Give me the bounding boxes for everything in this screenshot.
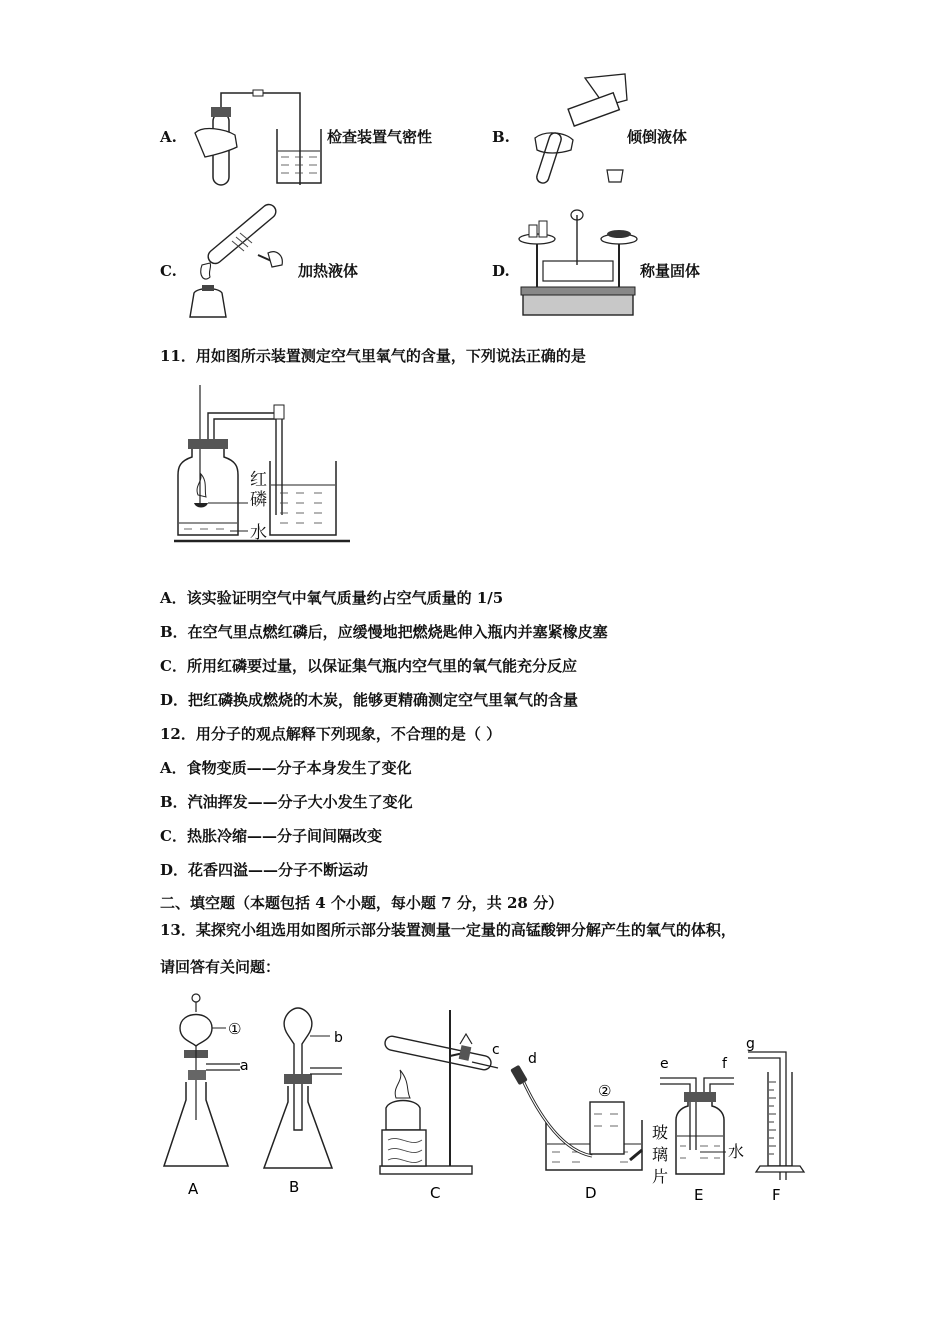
port-b: b: [334, 1030, 343, 1046]
q12-option-a: A．食物变质——分子本身发生了变化: [160, 759, 412, 777]
option-letter: C.: [160, 262, 177, 280]
glass-plate-char-1: 玻: [652, 1123, 669, 1142]
option-letter: A.: [160, 128, 177, 146]
q12-option-d: D．花香四溢——分子不断运动: [160, 861, 369, 879]
glass-plate-char-3: 片: [652, 1167, 669, 1186]
apparatus-b: [264, 1008, 342, 1168]
option-caption: 加热液体: [298, 262, 359, 280]
port-a: a: [240, 1058, 249, 1074]
apparatus-c: [380, 1010, 498, 1174]
q13-stem-line1: 13．某探究小组选用如图所示部分装置测量一定量的高锰酸钾分解产生的氧气的体积，: [160, 921, 736, 939]
heat-liquid-figure: [180, 205, 300, 320]
q11-option-a: A．该实验证明空气中氧气质量约占空气质量的 1/5: [160, 589, 504, 607]
port-g: g: [746, 1036, 755, 1052]
label-f: F: [772, 1186, 781, 1204]
q11-option-c: C．所用红磷要过量，以保证集气瓶内空气里的氧气能充分反应: [160, 657, 577, 675]
apparatus-figure: [160, 990, 810, 1210]
balance-figure: [515, 205, 640, 320]
q12-stem: 12．用分子的观点解释下列现象，不合理的是（ ）: [160, 725, 502, 743]
label-b: B: [289, 1178, 300, 1196]
glass-plate-char-2: 璃: [652, 1145, 669, 1164]
option-caption: 称量固体: [640, 262, 701, 280]
port-f: f: [722, 1056, 727, 1072]
port-d: d: [528, 1051, 537, 1067]
apparatus-d: [510, 1065, 642, 1170]
pour-liquid-figure: [515, 70, 630, 190]
label-c: C: [430, 1184, 441, 1202]
option-letter: B.: [492, 128, 510, 146]
water-label-e: 水: [728, 1142, 745, 1161]
q13-stem-line2: 请回答有关问题：: [160, 958, 281, 976]
red-phosphorus-label: 红磷: [250, 470, 267, 510]
water-label: 水: [250, 523, 267, 543]
q11-option-d: D．把红磷换成燃烧的木炭，能够更精确测定空气里氧气的含量: [160, 691, 579, 709]
label-e: E: [694, 1186, 704, 1204]
option-caption: 检查装置气密性: [327, 128, 433, 146]
airtightness-check-figure: [185, 85, 330, 190]
port-c: c: [492, 1042, 500, 1058]
label-a: A: [188, 1180, 199, 1198]
q11-stem: 11．用如图所示装置测定空气里氧气的含量，下列说法正确的是: [160, 347, 586, 365]
marker-1: ①: [228, 1020, 242, 1038]
option-letter: D.: [492, 262, 510, 280]
q11-option-b: B．在空气里点燃红磷后，应缓慢地把燃烧匙伸入瓶内并塞紧橡皮塞: [160, 623, 608, 641]
q12-option-b: B．汽油挥发——分子大小发生了变化: [160, 793, 413, 811]
q12-option-c: C．热胀冷缩——分子间间隔改变: [160, 827, 382, 845]
option-caption: 倾倒液体: [627, 128, 688, 146]
apparatus-e: [660, 1078, 734, 1174]
section-heading: 二、填空题（本题包括 4 个小题，每小题 7 分，共 28 分）: [160, 894, 564, 912]
port-e: e: [660, 1056, 669, 1072]
label-d: D: [585, 1184, 597, 1202]
marker-2: ②: [598, 1082, 612, 1100]
apparatus-f: [748, 1052, 804, 1180]
